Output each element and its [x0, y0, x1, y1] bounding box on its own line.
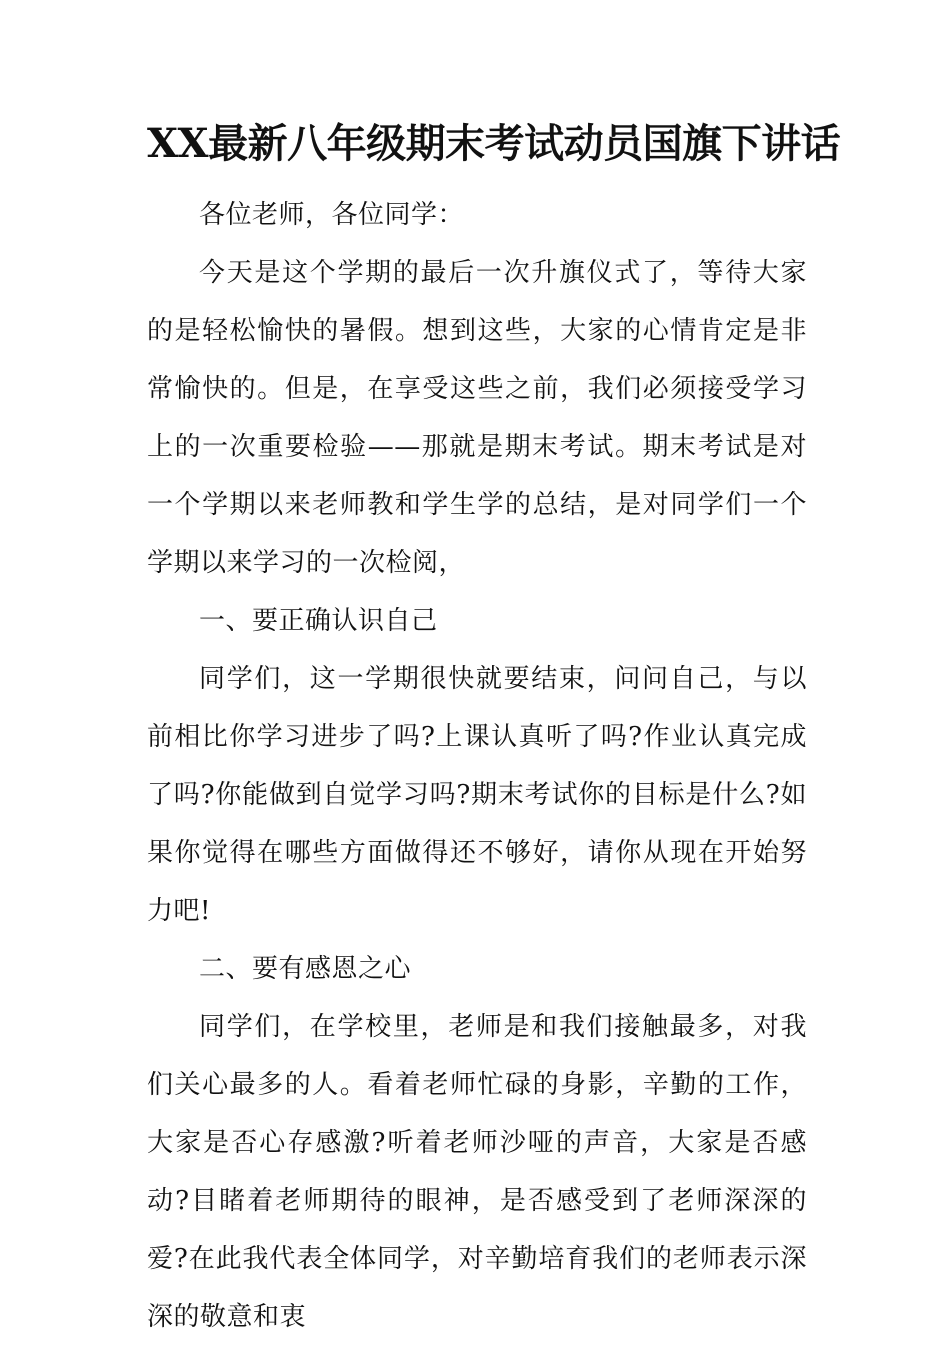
paragraph-section-2: 同学们，在学校里，老师是和我们接触最多，对我们关心最多的人。看着老师忙碌的身影，辛勤的工作，大家是否心存感激?听着老师沙哑的声音，大家是否感动?目睹着老师期待的眼神，是否感受到了老师深深的爱?在此我代表全体同学，对辛勤培育我们的老师表示深深的敬意和衷 [147, 1012, 807, 1332]
section-heading-1: 一、要正确认识自己 [199, 606, 438, 636]
paragraph-greeting: 各位老师，各位同学： [199, 200, 465, 230]
document-title: XX最新八年级期末考试动员国旗下讲话 [147, 120, 841, 167]
paragraph-intro: 今天是这个学期的最后一次升旗仪式了，等待大家的是轻松愉快的暑假。想到这些，大家的心情肯定是非常愉快的。但是，在享受这些之前，我们必须接受学习上的一次重要检验——那就是期末考试。期末考试是对一个学期以来老师教和学生学的总结，是对同学们一个学期以来学习的一次检阅， [147, 258, 807, 578]
section-heading-2: 二、要有感恩之心 [199, 954, 412, 984]
paragraph-section-1: 同学们，这一学期很快就要结束，问问自己，与以前相比你学习进步了吗?上课认真听了吗?作业认真完成了吗?你能做到自觉学习吗?期末考试你的目标是什么?如果你觉得在哪些方面做得还不够好，请你从现在开始努力吧! [147, 664, 807, 926]
document-body [147, 186, 807, 1346]
